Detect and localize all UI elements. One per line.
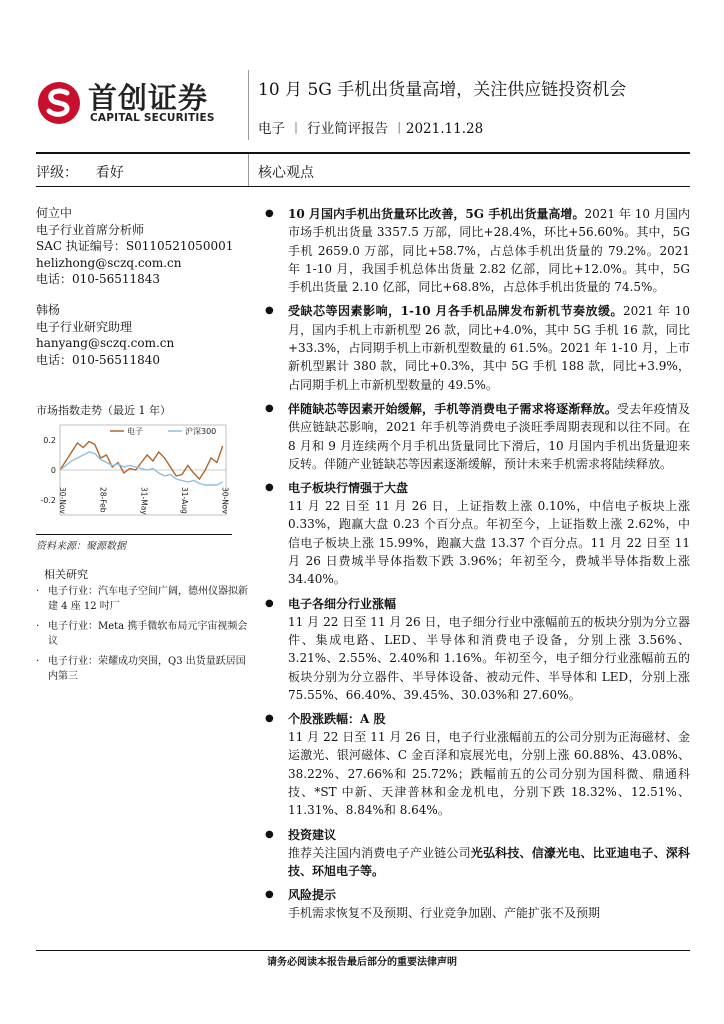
legend-label: 沪深300 (185, 427, 217, 436)
point-3 (258, 400, 690, 473)
x-tick-label: 30-Nov (58, 487, 67, 514)
header-divider (248, 70, 249, 140)
point-2-heading: 受缺芯等因素影响，1-10 月各手机品牌发布新机节奏放缓。 (288, 304, 624, 319)
point-1-text: 2021 年 10 月国内市场手机出货量 3357.5 万部，同比+28.4%，环比+56.60%。其中，5G 手机 2659.0 万部，同比+58.7%，占总体手机出货量的 79.2%。2021 年 1-10 月，我国手机总体出货量 2.82 亿部，同比+12.0%。其中，5G 手机出货量 2.10 亿部，同比+68.8%，占总体手机出货量的 74.5%。 (288, 207, 690, 295)
header-rule (36, 152, 690, 154)
section-text-subsectors: 11 月 22 日至 11 月 26 日，电子细分行业中涨幅前五的板块分别为分立器件、集成电路、LED、半导体和消费电子设备，分别上涨 3.56%、3.21%、2.55%、2.40%和 1.16%。年初至今，电子细分行业涨幅前五的板块分别为分立器件、半导体设备、被动元件、半导体和 LED，分别上涨 75.55%、66.40%、39.45%、30.03%和 27.60%。 (288, 614, 690, 702)
rating-divider (248, 154, 249, 186)
series-line-1 (60, 442, 223, 480)
related-research-list (36, 584, 248, 689)
section-heading-advice: ● 投资建议 (258, 826, 690, 844)
point-3-heading: 伴随缺芯等因素开始缓解，手机等消费电子需求将逐渐释放。 (288, 401, 618, 416)
point-3-text: 受去年疫情及供应链缺芯影响，2021 年手机等消费电子淡旺季周期表现和以往不同。在 8 月和 9 月连续两个月手机出货量同比下滑后，10 月国内手机出货量迎来反转。伴随产业链缺芯等因素逐渐缓解，预计未来手机需求将陆续释放。 (288, 401, 690, 471)
logo-chinese-name: 首创证券 (88, 81, 209, 115)
section-text-advice (258, 844, 690, 881)
analyst-title: 电子行业研究助理 (36, 319, 133, 334)
section-heading-market: ● 电子板块行情强于大盘 (258, 479, 690, 497)
y-tick-label: 0.2 (43, 436, 56, 445)
core-view-heading: 核心观点 (258, 165, 314, 181)
logo-english-name: CAPITAL SECURITIES (90, 112, 215, 124)
x-tick-label: 31-Aug (180, 487, 190, 514)
related-item[interactable]: · 电子行业：Meta 携手微软布局元宇宙视频会议 (36, 619, 248, 649)
section-text-stocks: 11 月 22 日至 11 月 26 日，电子行业涨幅前五的公司分别为正海磁材、金运激光、银河磁体、C 金百泽和宸展光电，分别上涨 60.88%、43.08%、38.22%、27.66%和 25.72%；跌幅前五的公司分别为国科微、鼎通科技、*ST 中新、天津普林和金龙机电，分别下跌 18.32%、12.51%、11.31%、8.84%和 8.64%。 (288, 730, 690, 818)
analyst-email[interactable]: hanyang@sczq.com.cn (36, 336, 175, 350)
analyst-phone: 电话：010-56511843 (36, 272, 161, 286)
core-view-content (258, 205, 690, 923)
x-tick-label: 31-May (139, 487, 149, 515)
point-2-text: 2021 年 10 月，国内手机上市新机型 26 款，同比+4.0%，其中 5G 手机 16 款，同比+33.3%，占同期手机上市新机型数量的 61.5%。2021 年 1-10 月，上市新机型累计 380 款，同比+0.3%，其中 5G 手机 188 款，同比+3.9%，占同期手机上市新机型数量的 49.5%。 (288, 304, 690, 392)
section-text-market: 11 月 22 日至 11 月 26 日，上证指数上涨 0.10%，中信电子板块上涨 0.33%，跑赢大盘 0.23 个百分点。年初至今，上证指数上涨 2.62%，中信电子板块上涨 15.99%，跑赢大盘 13.37 个百分点。11 月 22 日至 11 月 26 日费城半导体指数下跌 3.96%；年初至今，费城半导体指数上涨 34.40%。 (288, 499, 690, 587)
related-item[interactable]: · 电子行业：荣耀成功突围，Q3 出货量跃居国内第三 (36, 654, 248, 684)
point-1-heading: 10 月国内手机出货量环比改善，5G 手机出货量高增。 (288, 207, 585, 221)
point-1 (258, 205, 690, 296)
report-title: 10 月 5G 手机出货量高增，关注供应链投资机会 (258, 80, 627, 100)
footer-rule (36, 950, 690, 951)
analyst-title: 电子行业首席分析师 (36, 222, 145, 237)
analyst-name: 韩杨 (36, 303, 61, 317)
analyst-phone: 电话：010-56511840 (36, 352, 161, 367)
related-research-title: 相关研究 (44, 568, 88, 581)
section-rule (36, 186, 690, 187)
market-index-chart (36, 419, 232, 531)
analyst-email[interactable]: helizhong@sczq.com.cn (36, 255, 182, 270)
analyst-block-2 (36, 302, 174, 368)
section-heading-subsectors: ● 电子各细分行业涨幅 (258, 595, 690, 613)
point-2 (258, 302, 690, 393)
series-line-2 (60, 452, 223, 485)
company-logo (36, 80, 236, 126)
x-tick-label: 28-Feb (98, 487, 108, 513)
chart-label: 市场指数走势（最近 1 年） (36, 404, 171, 417)
legal-footer: 请务必阅读本报告最后部分的重要法律声明 (267, 957, 457, 968)
chart-rule (36, 534, 232, 535)
chart-source: 资料来源：聚源数据 (36, 541, 126, 552)
section-heading-risk: ● 风险提示 (258, 886, 690, 904)
x-tick-label: 30-Nov (220, 487, 230, 514)
section-heading-stocks: ● 个股涨跌幅：A 股 (258, 710, 690, 728)
analyst-name: 何立中 (36, 206, 73, 220)
related-item[interactable]: · 电子行业：汽车电子空间广阔，德州仪器拟新建 4 座 12 吋厂 (36, 584, 248, 614)
analyst-block-1 (36, 205, 233, 288)
y-tick-label: 0 (50, 466, 56, 475)
report-meta: 电子 ︱ 行业简评报告 ︱2021.11.28 (258, 121, 484, 137)
section-text-risk: 手机需求恢复不及预期、行业竞争加剧、产能扩张不及预期 (288, 906, 601, 921)
logo-mark-icon (36, 80, 84, 126)
y-tick-label: -0.2 (40, 496, 56, 505)
legend-label: 电子 (127, 427, 143, 436)
analyst-sac: SAC 执证编号：S0110521050001 (36, 239, 234, 253)
advice-text: 推荐关注国内消费电子产业链公司 (288, 845, 471, 860)
advice-companies: 光弘科技、信濠光电、比亚迪电子、深科技、环旭电子等。 (288, 845, 690, 878)
rating: 评级： 看好 (36, 165, 124, 181)
